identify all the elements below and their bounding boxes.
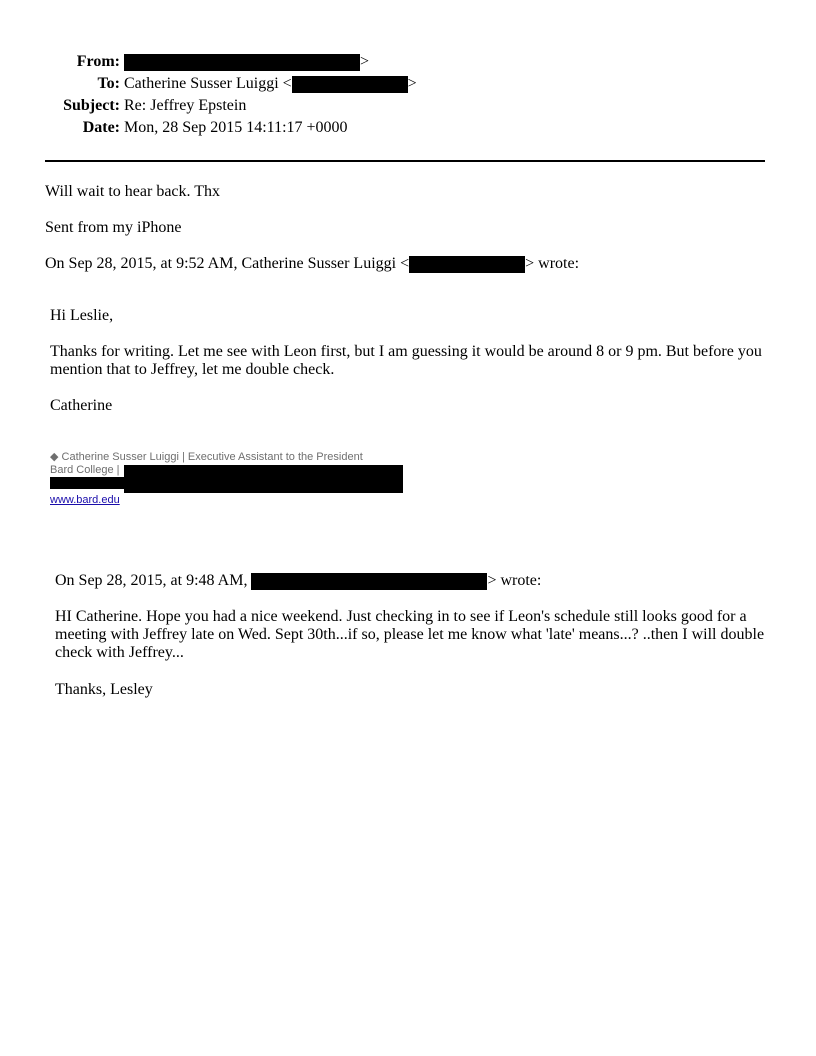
redacted-quote2-address [251,573,487,590]
website-link[interactable]: www.bard.edu [50,494,120,506]
quote1-intro-prefix: On Sep 28, 2015, at 9:52 AM, Catherine Susser Luiggi < [45,255,410,272]
quote2-intro-prefix: On Sep 28, 2015, at 9:48 AM, [55,572,248,589]
subject-value: Re: Jeffrey Epstein [124,97,247,114]
quote1-intro-suffix: > wrote: [525,255,580,272]
date-label: Date: [82,119,120,136]
quote2-message: HI Catherine. Hope you had a nice weekend. Just checking in to see if Leon's schedule still looks good for a meeting with Jeffrey late on Wed. Sept 30th...if so, please let me know what 'late' means...? ..then I will double check with Jeffrey... [55,608,765,661]
subject-label: Subject: [63,97,120,114]
quote1-intro [45,255,579,273]
redacted-to-address [292,76,408,93]
to-label: To: [97,75,120,92]
to-name: Catherine Susser Luiggi < [124,75,292,92]
signature-org-text: Bard College | [50,464,120,476]
quote2-signoff: Thanks, Lesley [55,681,153,698]
redacted-signature-details [124,465,403,493]
date-row [0,119,760,139]
redacted-signature-line [50,477,125,489]
message-paragraph: Thanks for writing. Let me see with Leon first, but I am guessing it would be around 8 or 9 pm. But before you mention that to Jeffrey, let me double check. [50,343,762,378]
redacted-from-address [124,54,360,71]
reply-line: Will wait to hear back. Thx [45,183,221,200]
from-value [124,53,369,71]
quote2-intro [55,572,541,590]
quote2-intro-suffix: > wrote: [487,572,542,589]
from-suffix: > [360,53,370,70]
to-value [124,75,417,93]
signature-website[interactable] [50,490,120,509]
signature-line-org [50,464,120,477]
header-divider [45,160,765,162]
signoff: Catherine [50,397,113,414]
redacted-quote1-address [409,256,525,273]
greeting: Hi Leslie, [50,307,114,324]
subject-row [0,97,760,117]
sent-from-line: Sent from my iPhone [45,219,182,236]
signature-line-name: ◆ Catherine Susser Luiggi | Executive Assistant to the President [50,451,363,463]
from-label: From: [76,53,120,70]
from-row [0,53,760,73]
to-row [0,75,760,95]
to-suffix: > [407,75,417,92]
date-value: Mon, 28 Sep 2015 14:11:17 +0000 [124,119,348,136]
